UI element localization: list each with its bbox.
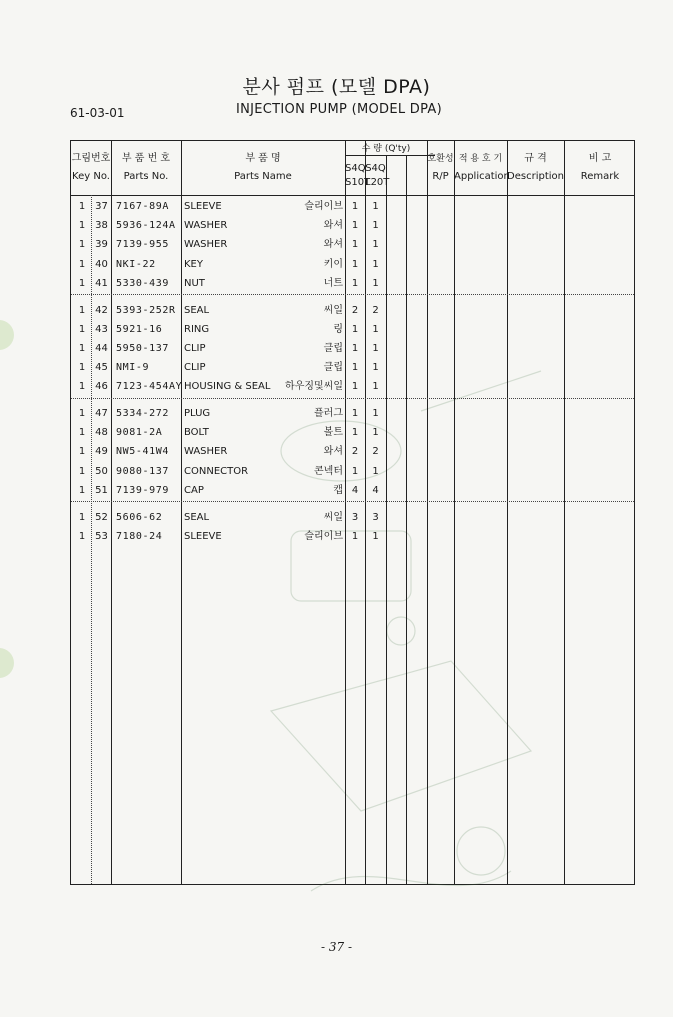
row-key-no: 52 (95, 511, 108, 523)
title-korean: 분사 펌프 (모델 DPA) (242, 76, 431, 98)
title-english: INJECTION PUMP (MODEL DPA) (236, 102, 442, 117)
row-qty-l20t: 1 (372, 258, 379, 270)
row-part-name-ko: 클립 (323, 342, 343, 354)
row-part-name-ko: 플러그 (314, 408, 343, 419)
row-part-name-ko: 슬리이브 (304, 201, 343, 212)
row-part-name: CAP (184, 484, 204, 496)
header-qty-col2-b: L20T (365, 177, 390, 188)
row-qty-s10t: 1 (351, 323, 359, 335)
header-rp-en: R/P (432, 171, 449, 182)
row-key-no: 39 (95, 239, 108, 251)
row-qty-s10t: 2 (351, 304, 359, 316)
row-part-name-ko: 키이 (323, 258, 343, 270)
row-qty-s10t: 1 (351, 408, 359, 419)
row-part-no: 7180-24 (116, 530, 163, 542)
header-parts-no-en: Parts No. (123, 171, 169, 182)
row-part-name: NUT (184, 277, 205, 289)
header-description-en: Description (507, 171, 564, 182)
row-level: 1 (78, 381, 86, 393)
row-qty-l20t: 2 (372, 304, 379, 316)
row-part-name-ko: 하우징및씨일 (285, 381, 343, 393)
row-qty-l20t: 1 (372, 239, 379, 251)
row-part-no: 5606-62 (116, 511, 163, 523)
row-part-name-ko: 클립 (323, 362, 343, 374)
row-part-name: CONNECTOR (184, 465, 249, 477)
header-application-ko: 적 용 호 기 (458, 154, 503, 164)
row-level: 1 (78, 239, 86, 251)
header-key-ko: 그림번호 (71, 153, 111, 164)
row-part-name-ko: 씨일 (323, 511, 343, 523)
row-qty-s10t: 1 (351, 362, 359, 374)
row-part-name-ko: 와셔 (323, 446, 343, 458)
row-key-no: 47 (95, 408, 108, 419)
row-level: 1 (78, 258, 86, 270)
row-part-name: SLEEVE (184, 201, 222, 212)
row-key-no: 49 (95, 446, 108, 458)
row-part-no: NKI-22 (116, 258, 156, 270)
row-part-name: CLIP (184, 362, 206, 374)
row-qty-s10t: 3 (351, 511, 359, 523)
row-qty-s10t: 1 (351, 530, 359, 542)
header-key-en: Key No. (72, 171, 110, 182)
row-part-name-ko: 링 (333, 323, 343, 335)
header-description-ko: 규 격 (524, 153, 547, 164)
row-qty-s10t: 2 (351, 446, 359, 458)
row-part-name: SLEEVE (184, 530, 222, 542)
row-qty-s10t: 1 (351, 258, 359, 270)
row-part-name-ko: 씨일 (323, 304, 343, 316)
row-qty-l20t: 1 (372, 381, 379, 393)
row-level: 1 (78, 484, 86, 496)
binder-hole (0, 648, 14, 678)
row-qty-s10t: 1 (351, 220, 359, 232)
row-level: 1 (78, 362, 86, 374)
row-part-no: 9081-2A (116, 427, 163, 439)
row-part-name: KEY (184, 258, 203, 270)
row-key-no: 37 (95, 201, 108, 212)
row-qty-s10t: 1 (351, 427, 359, 439)
header-parts-name-en: Parts Name (234, 171, 292, 182)
row-qty-l20t: 4 (372, 484, 379, 496)
row-qty-s10t: 1 (351, 239, 359, 251)
row-part-name: SEAL (184, 511, 210, 523)
header-parts-name-ko: 부 품 명 (245, 153, 281, 164)
row-level: 1 (78, 408, 86, 419)
row-part-name: BOLT (184, 427, 209, 439)
row-level: 1 (78, 277, 86, 289)
header-rp-ko: 호환성 (427, 154, 454, 164)
row-part-no: 9080-137 (116, 465, 169, 477)
row-part-name: CLIP (184, 342, 206, 354)
row-level: 1 (78, 323, 86, 335)
header-qty-col1-b: S10T (345, 177, 371, 188)
row-qty-s10t: 1 (351, 277, 359, 289)
row-qty-l20t: 2 (372, 446, 379, 458)
header-qty: 수 량 (Q'ty) (361, 144, 411, 154)
row-qty-l20t: 1 (372, 201, 379, 212)
row-part-name: PLUG (184, 408, 211, 419)
row-part-name-ko: 볼트 (323, 427, 343, 439)
row-level: 1 (78, 304, 86, 316)
row-key-no: 46 (95, 381, 108, 393)
row-key-no: 53 (95, 530, 108, 542)
page-number: - 37 - (320, 940, 352, 954)
row-qty-l20t: 1 (372, 362, 379, 374)
row-level: 1 (78, 511, 86, 523)
row-part-no: NMI-9 (116, 362, 150, 374)
row-part-no: 5936-124A (116, 220, 176, 232)
row-part-no: 7139-979 (116, 484, 169, 496)
row-part-name-ko: 슬리이브 (304, 530, 343, 542)
row-key-no: 43 (95, 323, 108, 335)
row-level: 1 (78, 446, 86, 458)
row-key-no: 50 (95, 465, 108, 477)
row-level: 1 (78, 465, 86, 477)
row-qty-s10t: 1 (351, 342, 359, 354)
row-part-no: 7123-454AY (116, 381, 183, 393)
row-key-no: 42 (95, 304, 108, 316)
header-remark-en: Remark (580, 171, 620, 182)
row-part-name-ko: 너트 (323, 277, 343, 289)
row-qty-s10t: 1 (351, 381, 359, 393)
row-part-no: 5950-137 (116, 342, 169, 354)
row-part-name: WASHER (184, 446, 228, 458)
row-part-name: SEAL (184, 304, 210, 316)
row-part-name-ko: 캡 (333, 484, 343, 496)
row-part-no: 5330-439 (116, 277, 169, 289)
header-remark-ko: 비 고 (588, 153, 612, 164)
row-level: 1 (78, 220, 86, 232)
row-key-no: 40 (95, 258, 108, 270)
row-qty-l20t: 3 (372, 511, 379, 523)
row-qty-s10t: 1 (351, 465, 359, 477)
row-key-no: 48 (95, 427, 108, 439)
row-level: 1 (78, 427, 86, 439)
row-qty-s10t: 1 (351, 201, 359, 212)
row-key-no: 51 (95, 484, 108, 496)
row-level: 1 (78, 201, 86, 212)
row-part-no: NW5-41W4 (116, 446, 169, 458)
row-part-no: 5393-252R (116, 304, 176, 316)
header-qty-col2-a: S4Q (365, 163, 386, 174)
parts-table (70, 140, 635, 885)
section-code: 61-03-01 (70, 106, 125, 120)
row-part-no: 5334-272 (116, 408, 169, 419)
row-key-no: 41 (95, 277, 108, 289)
row-part-name: RING (184, 323, 210, 335)
row-level: 1 (78, 530, 86, 542)
row-part-name-ko: 콘넥터 (314, 465, 343, 477)
row-qty-l20t: 1 (372, 323, 379, 335)
header-qty-col1-a: S4Q (345, 163, 366, 174)
row-level: 1 (78, 342, 86, 354)
row-part-name: WASHER (184, 220, 228, 232)
row-key-no: 44 (95, 342, 108, 354)
row-part-name-ko: 와셔 (323, 220, 343, 232)
row-qty-l20t: 1 (372, 277, 379, 289)
header-parts-no-ko: 부 품 번 호 (121, 153, 171, 164)
row-qty-s10t: 4 (351, 484, 359, 496)
row-key-no: 38 (95, 220, 108, 232)
row-qty-l20t: 1 (372, 342, 379, 354)
row-qty-l20t: 1 (372, 530, 379, 542)
row-part-name: HOUSING & SEAL (184, 381, 271, 393)
row-part-no: 5921-16 (116, 323, 163, 335)
row-part-name-ko: 와셔 (323, 239, 343, 251)
header-application-en: Application (454, 171, 510, 182)
exploded-diagram-background (251, 331, 571, 951)
row-qty-l20t: 1 (372, 220, 379, 232)
row-part-no: 7139-955 (116, 239, 169, 251)
row-key-no: 45 (95, 362, 108, 374)
binder-hole (0, 320, 14, 350)
row-part-name: WASHER (184, 239, 228, 251)
row-part-no: 7167-89A (116, 201, 169, 212)
row-qty-l20t: 1 (372, 465, 379, 477)
row-qty-l20t: 1 (372, 408, 379, 419)
row-qty-l20t: 1 (372, 427, 379, 439)
